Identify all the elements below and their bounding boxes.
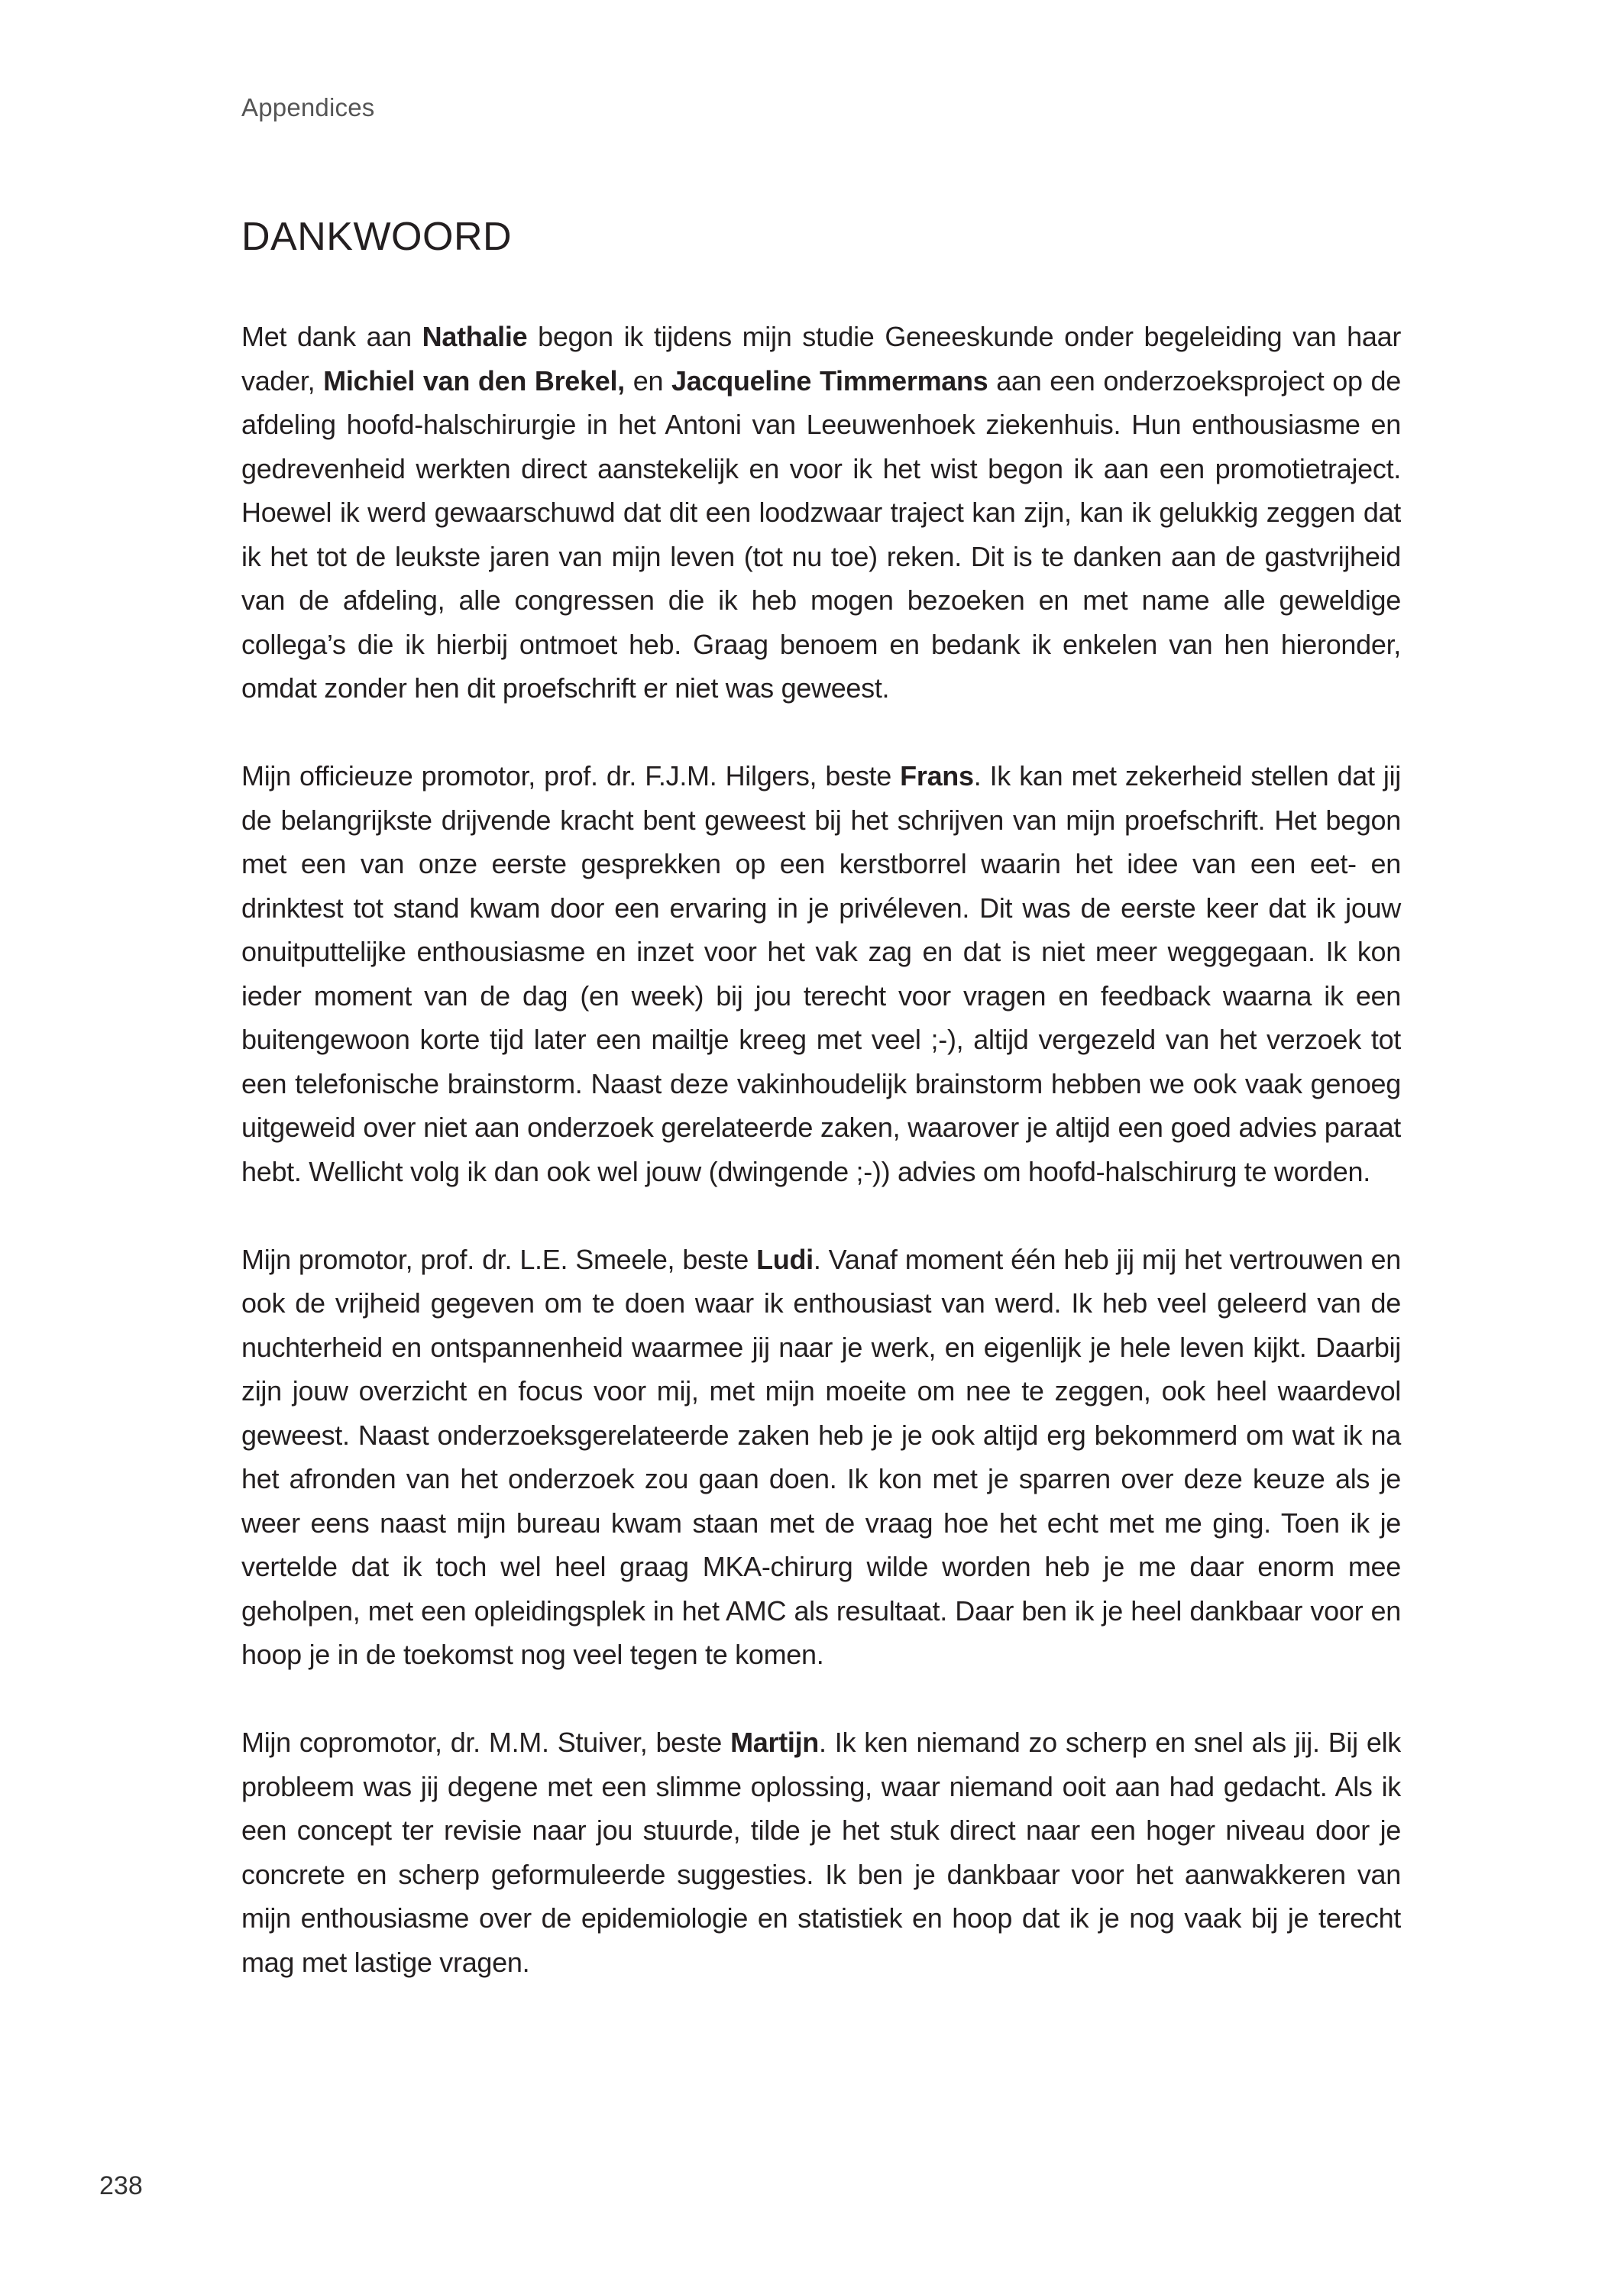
text-run: Mijn officieuze promotor, prof. dr. F.J.M. Hilgers, beste <box>241 760 901 792</box>
text-run: Mijn promotor, prof. dr. L.E. Smeele, beste <box>241 1243 757 1275</box>
paragraph-2 <box>241 754 1401 1193</box>
name-ludi: Ludi <box>756 1243 814 1275</box>
page-number: 238 <box>99 2171 143 2200</box>
name-frans: Frans <box>900 760 974 792</box>
text-run: begon ik tijdens mijn studie Geneeskunde onder begeleiding van haar vader, <box>241 321 1402 397</box>
body-text <box>241 315 1401 2028</box>
paragraph-1 <box>241 315 1401 711</box>
text-run: Mijn copromotor, dr. M.M. Stuiver, beste <box>241 1727 731 1758</box>
text-run: . Vanaf moment één heb jij mij het vertrouwen en ook de vrijheid gegeven om te doen waar ik enthousiast van werd. Ik heb veel geleerd van de nuchterheid en ontspannenheid waarmee jij naar je werk, en eigenlijk je hele leven kijkt. Daarbij zijn jouw overzicht en focus voor mij, met mijn moeite om nee te zeggen, ook heel waardevol geweest. Naast onderzoeksgerelateerde zaken heb je je ook altijd erg bekommerd om wat ik na het afronden van het onderzoek zou gaan doen. Ik kon met je sparren over deze keuze als je weer eens naast mijn bureau kwam staan met de vraag hoe het echt met me ging. Toen ik je vertelde dat ik toch wel heel graag MKA-chirurg wilde worden heb je me daar enorm mee geholpen, met een opleidingsplek in het AMC als resultaat. Daar ben ik je heel dankbaar voor en hoop je in de toekomst nog veel tegen te komen. <box>241 1243 1401 1670</box>
text-run: en <box>624 364 672 397</box>
running-header: Appendices <box>241 93 375 121</box>
name-jacqueline: Jacqueline Timmermans <box>671 364 988 397</box>
paragraph-4 <box>241 1721 1401 1984</box>
text-run: . Ik kan met zekerheid stellen dat jij de belangrijkste drijvende kracht bent geweest bij het schrijven van mijn proefschrift. Het begon met een van onze eerste gesprekken op een kerstborrel waarin het idee van een eet- en drinktest tot stand kwam door een ervaring in je privéleven. Dit was de eerste keer dat ik jouw onuitputtelijke enthousiasme en inzet voor het vak zag en dat is niet meer weggegaan. Ik kon ieder moment van de dag (en week) bij jou terecht voor vragen en feedback waarna ik een buitengewoon korte tijd later een mailtje kreeg met veel ;-), altijd vergezeld van het verzoek tot een telefonische brainstorm. Naast deze vakinhoudelijk brainstorm hebben we ook vaak genoeg uitgeweid over niet aan onderzoek gerelateerde zaken, waarover je altijd een goed advies paraat hebt. Wellicht volg ik dan ook wel jouw (dwingende ;-)) advies om hoofd-halschirurg te worden. <box>241 760 1401 1187</box>
text-run: aan een onderzoeksproject op de afdeling hoofd-halschirurgie in het Antoni van Leeuwenhoek ziekenhuis. Hun enthousiasme en gedrevenheid werkten direct aanstekelijk en voor ik het wist begon ik aan een promotietraject. Hoewel ik werd gewaarschuwd dat dit een loodzwaar traject kan zijn, kan ik gelukkig zeggen dat ik het tot de leukste jaren van mijn leven (tot nu toe) reken. Dit is te danken aan de gastvrijheid van de afdeling, alle congressen die ik heb mogen bezoeken en met name alle geweldige collega’s die ik hierbij ontmoet heb. Graag benoem en bedank ik enkelen van hen hieronder, omdat zonder hen dit proefschrift er niet was geweest. <box>241 364 1401 704</box>
text-run: Met dank aan <box>241 321 422 352</box>
page-title: DANKWOORD <box>241 215 513 259</box>
text-run: . Ik ken niemand zo scherp en snel als jij. Bij elk probleem was jij degene met een slimme oplossing, waar niemand ooit aan had gedacht. Als ik een concept ter revisie naar jou stuurde, tilde je het stuk direct naar een hoger niveau door je concrete en scherp geformuleerde suggesties. Ik ben je dankbaar voor het aanwakkeren van mijn enthousiasme over de epidemiologie en statistiek en hoop dat ik je nog vaak bij je terecht mag met lastige vragen. <box>241 1727 1401 1978</box>
name-nathalie: Nathalie <box>422 321 528 352</box>
name-martijn: Martijn <box>730 1727 819 1758</box>
paragraph-3 <box>241 1238 1401 1677</box>
name-michiel: Michiel van den Brekel, <box>323 364 625 397</box>
